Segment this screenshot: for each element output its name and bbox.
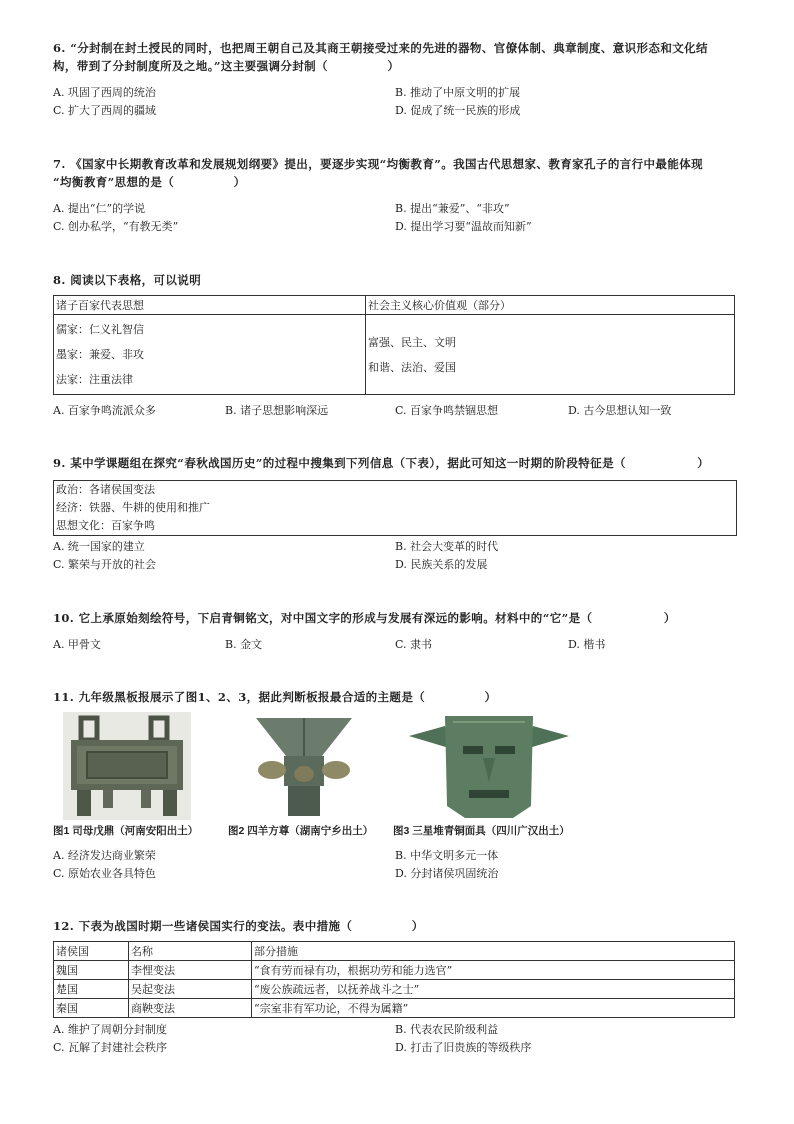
q12-cell-name: 商鞅变法 <box>129 999 252 1018</box>
q12-cell-state: 魏国 <box>54 961 129 980</box>
q6-option-c[interactable]: C. 扩大了西周的疆域 <box>53 104 157 117</box>
q8-table-left-line: 法家：注重法律 <box>56 373 133 386</box>
q12-header-measures: 部分措施 <box>252 942 735 961</box>
q8-table-header-right: 社会主义核心价值观（部分） <box>366 296 735 315</box>
figure1-caption: 图1 司母戊鼎（河南安阳出土） <box>53 825 199 837</box>
q8-option-a[interactable]: A. 百家争鸣流派众多 <box>53 404 156 417</box>
ding-cauldron-image <box>63 712 191 820</box>
q12-cell-measure: “废公族疏远者，以抚养战斗之士” <box>252 980 735 999</box>
q10-option-b[interactable]: B. 金文 <box>225 638 263 651</box>
q11-option-c[interactable]: C. 原始农业各具特色 <box>53 867 157 880</box>
q7-option-b[interactable]: B. 提出“兼爱”、“非攻” <box>395 202 510 215</box>
q6-stem-line1: 6. “分封制在封土授民的同时，也把周王朝自己及其商王朝接受过来的先进的器物、官僚体制、典章制度、意识形态和文化结 <box>53 41 708 55</box>
q9-stem: 9. 某中学课题组在探究“春秋战国历史”的过程中搜集到下列信息（下表），据此可知这一时期的阶段特征是（ ） <box>53 456 710 470</box>
q8-option-b[interactable]: B. 诸子思想影响深远 <box>225 404 329 417</box>
q9-option-c[interactable]: C. 繁荣与开放的社会 <box>53 558 157 571</box>
q12-cell-state: 楚国 <box>54 980 129 999</box>
q12-cell-measure: “宗室非有军功论，不得为属籍” <box>252 999 735 1018</box>
q12-cell-measure: “食有劳而禄有功，根据功劳和能力选官” <box>252 961 735 980</box>
q8-option-d[interactable]: D. 古今思想认知一致 <box>568 404 672 417</box>
q9-option-b[interactable]: B. 社会大变革的时代 <box>395 540 499 553</box>
q7-option-a[interactable]: A. 提出“仁”的学说 <box>53 202 146 215</box>
q8-table <box>53 295 735 395</box>
q9-option-a[interactable]: A. 统一国家的建立 <box>53 540 145 553</box>
q9-info-box <box>53 480 737 536</box>
q11-option-a[interactable]: A. 经济发达商业繁荣 <box>53 849 156 862</box>
q7-option-d[interactable]: D. 提出学习要“温故而知新” <box>395 220 532 233</box>
q6-option-d[interactable]: D. 促成了统一民族的形成 <box>395 104 521 117</box>
q7-stem-line2: “均衡教育”思想的是（ ） <box>53 175 246 189</box>
table-row <box>54 980 735 999</box>
q10-option-a[interactable]: A. 甲骨文 <box>53 638 101 651</box>
q8-table-header-left: 诸子百家代表思想 <box>54 296 366 315</box>
q12-table <box>53 941 735 1018</box>
q12-cell-name: 吴起变法 <box>129 980 252 999</box>
q11-option-d[interactable]: D. 分封诸侯巩固统治 <box>395 867 499 880</box>
q12-header-state: 诸侯国 <box>54 942 129 961</box>
q12-header-name: 名称 <box>129 942 252 961</box>
q6-option-a[interactable]: A. 巩固了西周的统治 <box>53 86 156 99</box>
q8-option-c[interactable]: C. 百家争鸣禁锢思想 <box>395 404 499 417</box>
q9-info-line: 政治：各诸侯国变法 <box>56 483 155 496</box>
bronze-mask-image <box>405 712 573 820</box>
q9-info-line: 经济：铁器、牛耕的使用和推广 <box>56 501 210 514</box>
q10-option-d[interactable]: D. 楷书 <box>568 638 606 651</box>
figure3-caption: 图3 三星堆青铜面具（四川广汉出土） <box>393 825 570 837</box>
q8-table-left-line: 墨家：兼爱、非攻 <box>56 348 144 361</box>
q11-option-b[interactable]: B. 中华文明多元一体 <box>395 849 499 862</box>
figure2-caption: 图2 四羊方尊（湖南宁乡出土） <box>228 825 374 837</box>
q8-table-right-line: 富强、民主、文明 <box>368 336 456 349</box>
q8-table-left-line: 儒家：仁义礼智信 <box>56 323 144 336</box>
q12-option-b[interactable]: B. 代表农民阶级利益 <box>395 1023 499 1036</box>
table-row <box>54 999 735 1018</box>
q12-stem: 12. 下表为战国时期一些诸侯国实行的变法。表中措施（ ） <box>53 919 424 933</box>
table-row <box>54 961 735 980</box>
four-ram-zun-image <box>248 712 360 820</box>
q7-option-c[interactable]: C. 创办私学，“有教无类” <box>53 220 179 233</box>
q6-option-b[interactable]: B. 推动了中原文明的扩展 <box>395 86 521 99</box>
q9-option-d[interactable]: D. 民族关系的发展 <box>395 558 488 571</box>
q8-table-right-line: 和谐、法治、爱国 <box>368 361 456 374</box>
q10-stem: 10. 它上承原始刻绘符号，下启青铜铭文，对中国文字的形成与发展有深远的影响。材料中的“它”是（ ） <box>53 611 676 625</box>
q12-option-c[interactable]: C. 瓦解了封建社会秩序 <box>53 1041 168 1054</box>
q10-option-c[interactable]: C. 隶书 <box>395 638 433 651</box>
q12-cell-name: 李悝变法 <box>129 961 252 980</box>
q8-stem: 8. 阅读以下表格，可以说明 <box>53 273 202 287</box>
q7-stem-line1: 7. 《国家中长期教育改革和发展规划纲要》提出，要逐步实现“均衡教育”。我国古代思想家、教育家孔子的言行中最能体现 <box>53 157 704 171</box>
q6-stem-line2: 构，带到了分封制度所及之地。”这主要强调分封制（ ） <box>53 59 400 73</box>
q12-option-a[interactable]: A. 维护了周朝分封制度 <box>53 1023 167 1036</box>
q12-cell-state: 秦国 <box>54 999 129 1018</box>
q11-stem: 11. 九年级黑板报展示了图1、2、3，据此判断板报最合适的主题是（ ） <box>53 690 497 704</box>
q9-info-line: 思想文化：百家争鸣 <box>56 519 155 532</box>
q12-option-d[interactable]: D. 打击了旧贵族的等级秩序 <box>395 1041 532 1054</box>
